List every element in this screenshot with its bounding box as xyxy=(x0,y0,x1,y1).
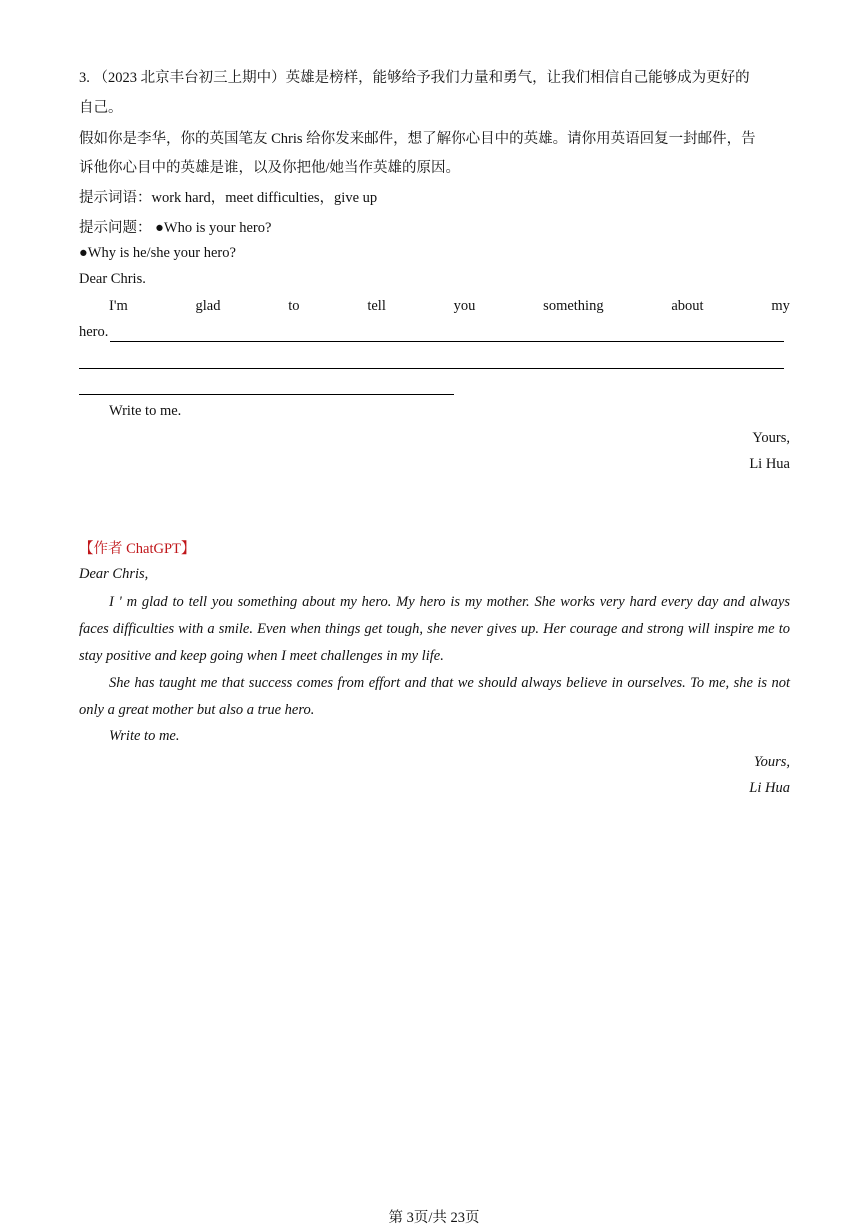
opening-word: tell xyxy=(367,298,386,314)
question-line-1: 3. （2023 北京丰台初三上期中）英雄是榜样，能够给予我们力量和勇气，让我们相信自己能够成为更好的 xyxy=(79,70,750,86)
opening-word: I'm xyxy=(109,298,128,314)
answer-paragraph-2: She has taught me that success comes from effort and that we should always believe in ourselves. To me, she is not only a great mother but also a true hero. xyxy=(79,675,790,718)
hint-question-1: 提示问题： ●Who is your hero? xyxy=(79,220,272,236)
answer-blank-line xyxy=(110,341,784,342)
author-label: 【作者 ChatGPT】 xyxy=(79,541,196,557)
template-opening-end: hero. xyxy=(79,324,109,340)
answer-name: Li Hua xyxy=(749,780,790,796)
question-line-3: 假如你是李华，你的英国笔友 Chris 给你发来邮件，想了解你心目中的英雄。请你用英语回复一封邮件，告 xyxy=(79,131,756,147)
opening-word: about xyxy=(671,298,704,314)
hint-words: 提示词语：work hard，meet difficulties，give up xyxy=(79,190,378,206)
question-line-4: 诉他你心目中的英雄是谁，以及你把他/她当作英雄的原因。 xyxy=(79,160,461,176)
opening-word: to xyxy=(288,298,300,314)
answer-sign-off: Yours, xyxy=(753,754,790,770)
opening-word: glad xyxy=(195,298,221,314)
question-line-2: 自己。 xyxy=(79,100,123,116)
template-name: Li Hua xyxy=(749,456,790,472)
opening-word: something xyxy=(543,298,604,314)
template-sign-off: Yours, xyxy=(752,430,790,446)
template-opening-line xyxy=(109,298,790,315)
page-number: 第 3页/共 23页 xyxy=(388,1210,480,1226)
answer-blank-line xyxy=(79,394,454,395)
template-closing: Write to me. xyxy=(109,403,182,419)
hint-question-2: ●Why is he/she your hero? xyxy=(79,245,236,261)
opening-word: you xyxy=(453,298,476,314)
answer-blank-line xyxy=(79,368,784,369)
template-greeting: Dear Chris. xyxy=(79,271,146,287)
answer-paragraph-1: I ' m glad to tell you something about my hero. My hero is my mother. She works very hard every day and always faces difficulties with a smile. Even when things get tough, she never gives up. Her courage and strong will inspire me to stay positive and keep going when I meet challenges in my life. xyxy=(79,594,790,664)
answer-closing: Write to me. xyxy=(109,728,180,744)
opening-word: my xyxy=(771,298,790,314)
answer-greeting: Dear Chris, xyxy=(79,566,149,582)
